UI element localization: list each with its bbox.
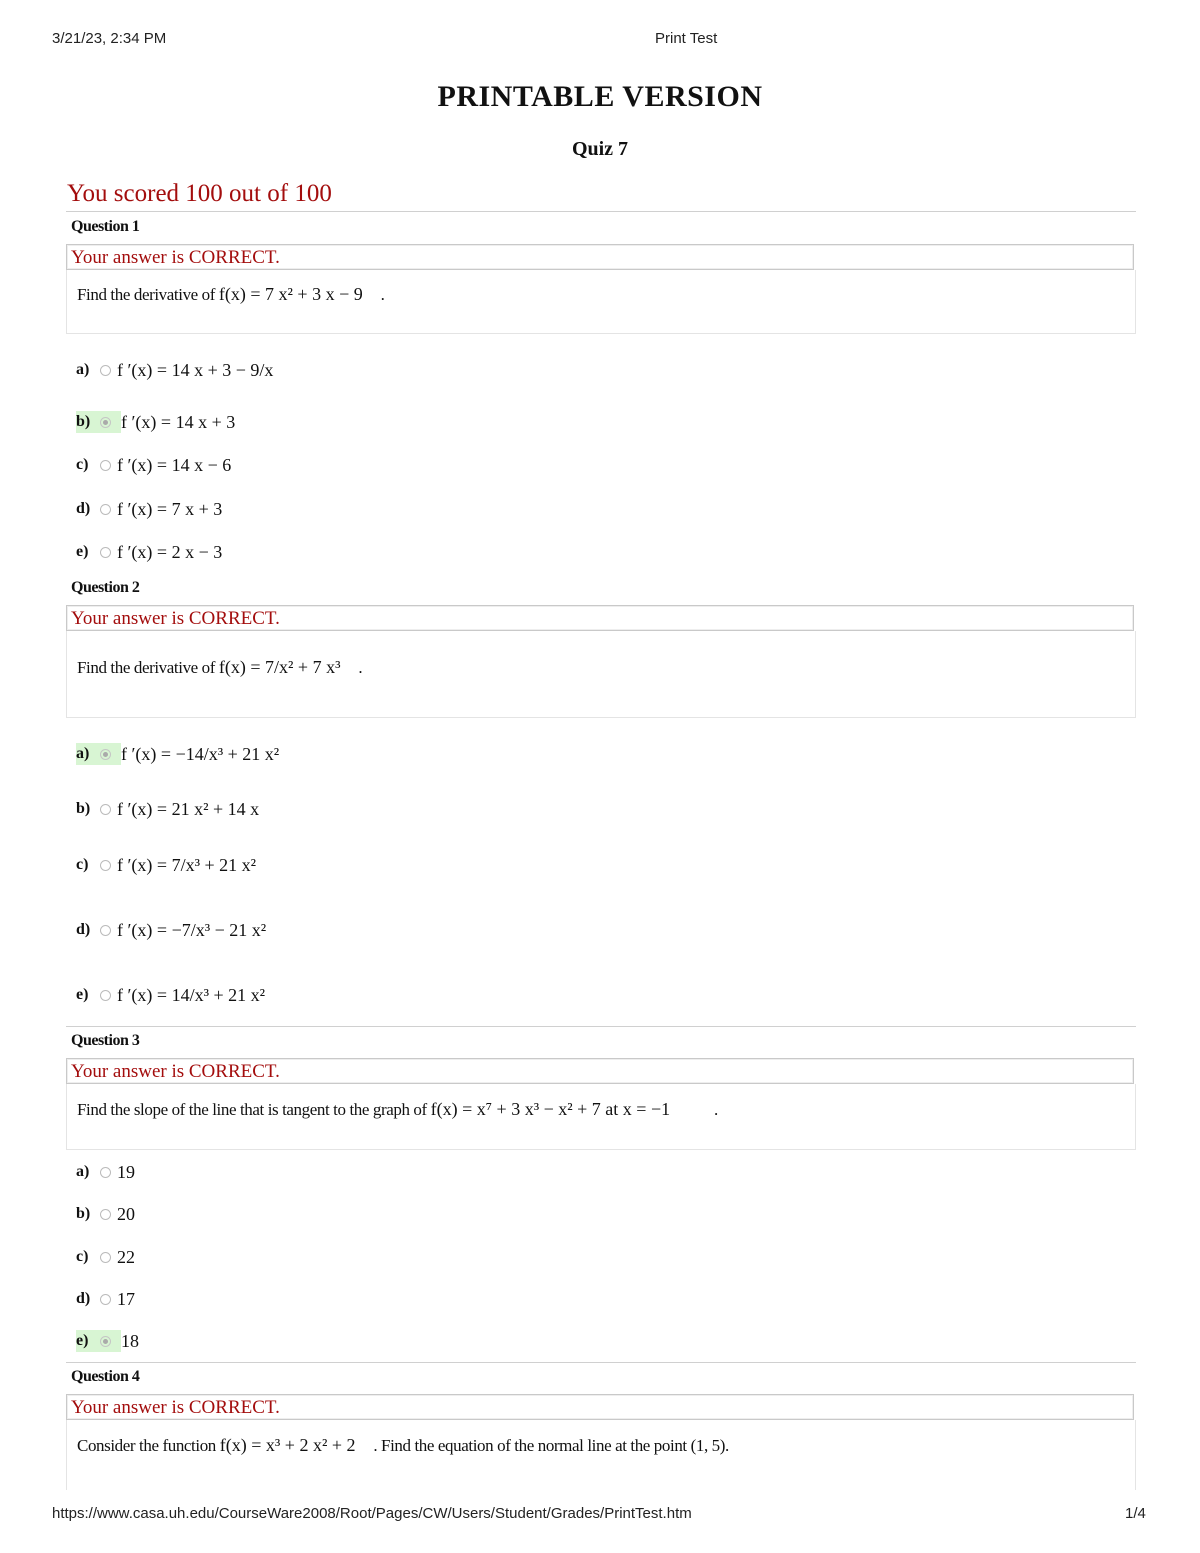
option-text: f ′(x) = 21 x² + 14 x — [117, 798, 260, 819]
option-letter: d) — [76, 500, 91, 517]
question-1-prompt-text: Find the derivative of — [77, 285, 216, 304]
option-text: f ′(x) = 14 x + 3 − 9/x — [117, 359, 274, 380]
option-letter: d) — [76, 921, 91, 938]
question-2-prompt-math: f(x) = 7/x² + 7 x³ — [218, 657, 341, 677]
radio-icon[interactable] — [100, 1294, 111, 1305]
question-3-option-a[interactable] — [76, 1157, 135, 1187]
option-text: 17 — [117, 1288, 135, 1309]
selected-highlight — [76, 411, 121, 433]
radio-icon[interactable] — [100, 804, 111, 815]
radio-icon[interactable] — [100, 1167, 111, 1178]
question-4-prompt — [77, 1435, 729, 1456]
radio-selected-icon[interactable] — [100, 417, 111, 428]
option-text: f ′(x) = 2 x − 3 — [117, 541, 223, 562]
option-letter: c) — [76, 856, 89, 873]
page-number: 1/4 — [1125, 1505, 1146, 1522]
divider — [66, 211, 1136, 212]
print-page-title: Print Test — [655, 30, 718, 47]
radio-icon[interactable] — [100, 860, 111, 871]
option-letter: e) — [76, 1332, 89, 1349]
score-text: You scored 100 out of 100 — [67, 180, 332, 207]
question-2-option-c[interactable] — [76, 850, 256, 880]
question-3-option-e[interactable] — [76, 1326, 139, 1356]
option-letter: a) — [76, 1163, 90, 1180]
document-title: PRINTABLE VERSION — [437, 80, 763, 113]
question-2-label: Question 2 — [71, 579, 140, 596]
question-1-option-b[interactable] — [76, 407, 235, 437]
question-4-label: Question 4 — [71, 1368, 140, 1385]
option-text: 19 — [117, 1161, 135, 1182]
question-1-option-a[interactable] — [76, 355, 273, 385]
radio-selected-icon[interactable] — [100, 1336, 111, 1347]
option-text: 22 — [117, 1246, 135, 1267]
question-3-option-c[interactable] — [76, 1242, 135, 1272]
option-text: 20 — [117, 1203, 135, 1224]
radio-selected-icon[interactable] — [100, 749, 111, 760]
radio-icon[interactable] — [100, 925, 111, 936]
radio-icon[interactable] — [100, 1252, 111, 1263]
question-4-result: Your answer is CORRECT. — [66, 1394, 1134, 1420]
radio-icon[interactable] — [100, 1209, 111, 1220]
option-text: f ′(x) = 14/x³ + 21 x² — [117, 984, 266, 1005]
option-letter: b) — [76, 1205, 91, 1222]
selected-highlight — [76, 743, 121, 765]
option-text: f ′(x) = 7 x + 3 — [117, 498, 223, 519]
question-1-option-e[interactable] — [76, 537, 222, 567]
question-3-option-b[interactable] — [76, 1199, 135, 1229]
question-1-option-d[interactable] — [76, 494, 222, 524]
radio-icon[interactable] — [100, 990, 111, 1001]
question-1-option-c[interactable] — [76, 450, 231, 480]
option-text: f ′(x) = −7/x³ − 21 x² — [117, 919, 267, 940]
question-1-result: Your answer is CORRECT. — [66, 244, 1134, 270]
radio-icon[interactable] — [100, 460, 111, 471]
question-1-prompt-tail: . — [380, 285, 385, 304]
option-text: f ′(x) = −14/x³ + 21 x² — [121, 743, 280, 764]
question-4-prompt-tail: . Find the equation of the normal line at the point (1, 5). — [373, 1436, 729, 1455]
option-text: f ′(x) = 14 x − 6 — [117, 454, 232, 475]
question-2-result: Your answer is CORRECT. — [66, 605, 1134, 631]
question-3-prompt-math: f(x) = x⁷ + 3 x³ − x² + 7 at x = −1 — [430, 1099, 671, 1119]
divider — [66, 1362, 1136, 1363]
question-1-prompt-math: f(x) = 7 x² + 3 x − 9 — [218, 284, 363, 304]
print-date: 3/21/23, 2:34 PM — [52, 30, 167, 47]
question-3-result: Your answer is CORRECT. — [66, 1058, 1134, 1084]
question-2-option-e[interactable] — [76, 980, 265, 1010]
option-letter: a) — [76, 745, 90, 762]
radio-icon[interactable] — [100, 504, 111, 515]
question-3-prompt — [77, 1099, 718, 1120]
radio-icon[interactable] — [100, 365, 111, 376]
question-2-prompt — [77, 657, 362, 678]
question-1-label: Question 1 — [71, 218, 140, 235]
radio-icon[interactable] — [100, 547, 111, 558]
option-letter: e) — [76, 986, 89, 1003]
question-2-option-b[interactable] — [76, 794, 259, 824]
question-2-prompt-tail: . — [358, 658, 363, 677]
option-text: f ′(x) = 7/x³ + 21 x² — [117, 854, 257, 875]
option-text: f ′(x) = 14 x + 3 — [121, 411, 236, 432]
question-3-prompt-tail: . — [713, 1100, 718, 1119]
quiz-title: Quiz 7 — [571, 138, 629, 160]
question-2-option-d[interactable] — [76, 915, 266, 945]
question-4-prompt-math: f(x) = x³ + 2 x² + 2 — [219, 1435, 356, 1455]
option-letter: c) — [76, 1248, 89, 1265]
question-1-prompt — [77, 284, 384, 305]
question-3-prompt-text: Find the slope of the line that is tangent to the graph of — [77, 1100, 427, 1119]
question-3-label: Question 3 — [71, 1032, 140, 1049]
divider — [66, 1026, 1136, 1027]
question-2-option-a[interactable] — [76, 739, 279, 769]
option-letter: b) — [76, 413, 91, 430]
question-4-prompt-text: Consider the function — [77, 1436, 216, 1455]
option-text: 18 — [121, 1330, 139, 1351]
selected-highlight — [76, 1330, 121, 1352]
question-3-option-d[interactable] — [76, 1284, 135, 1314]
option-letter: b) — [76, 800, 91, 817]
question-2-prompt-text: Find the derivative of — [77, 658, 216, 677]
option-letter: e) — [76, 543, 89, 560]
page-url: https://www.casa.uh.edu/CourseWare2008/Root/Pages/CW/Users/Student/Grades/PrintTest.htm — [52, 1505, 692, 1522]
option-letter: c) — [76, 456, 89, 473]
option-letter: d) — [76, 1290, 91, 1307]
option-letter: a) — [76, 361, 90, 378]
